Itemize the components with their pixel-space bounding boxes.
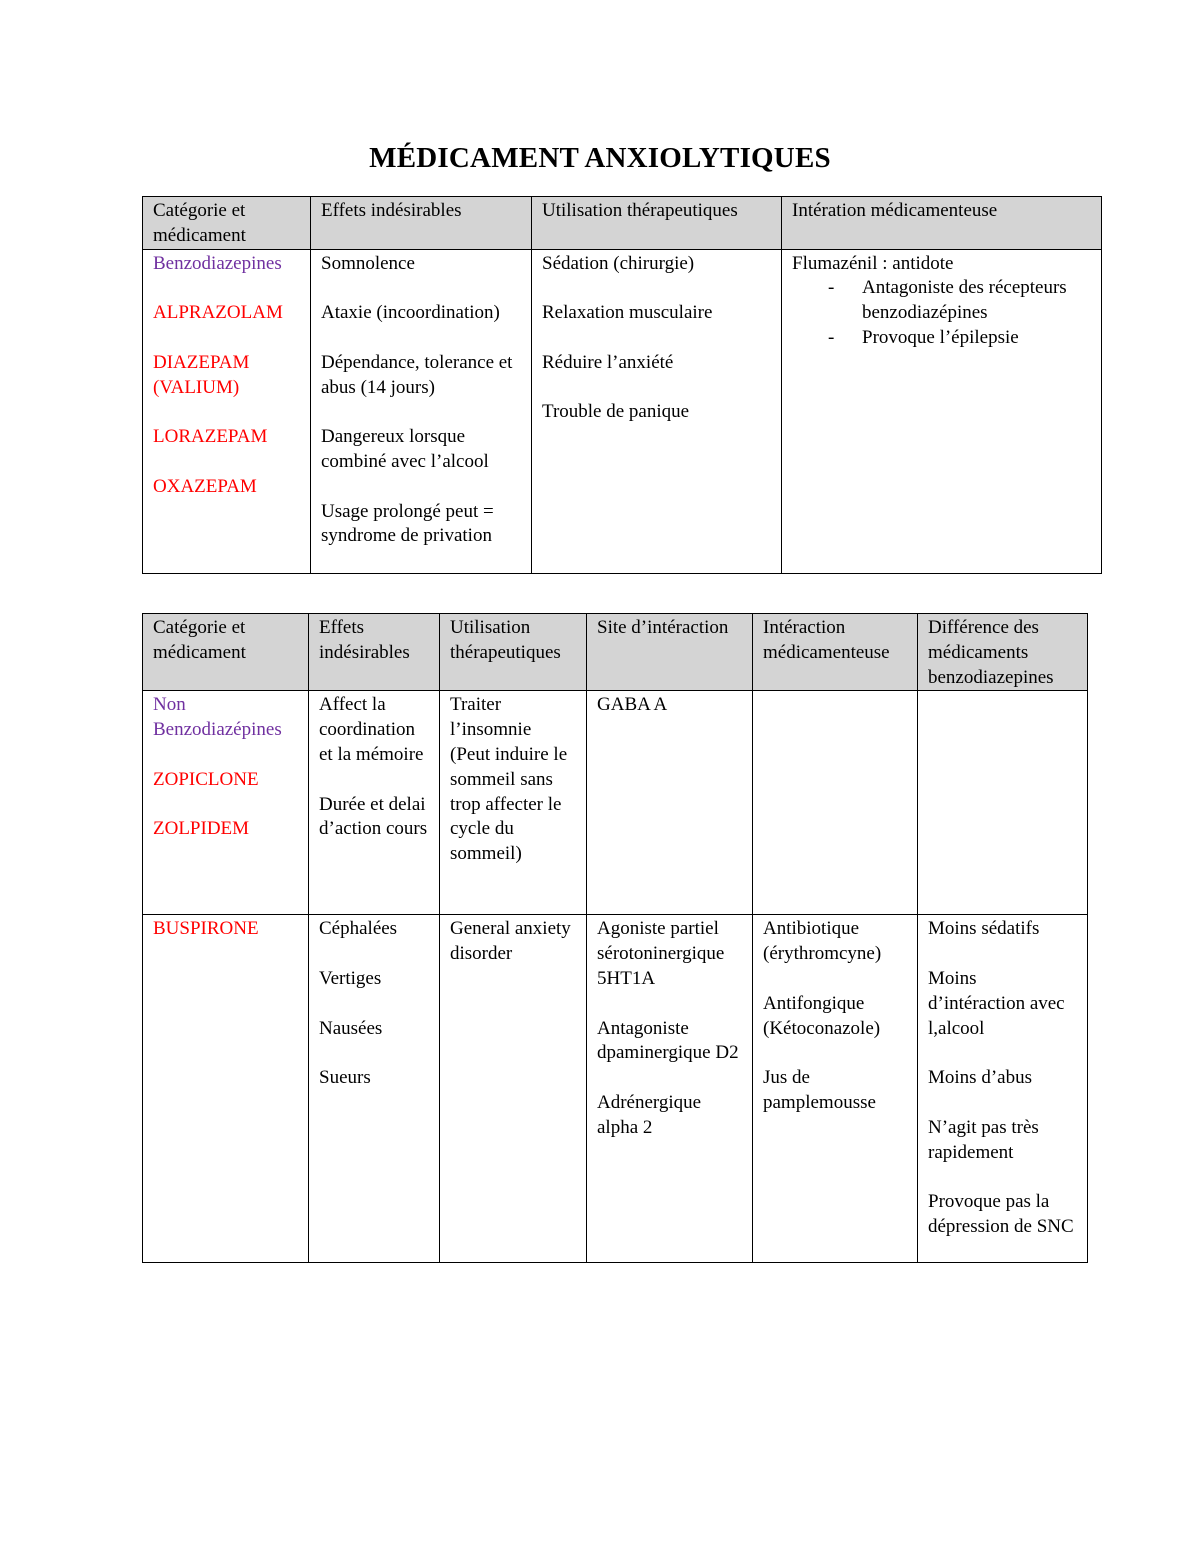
difference-cell: [918, 691, 1088, 915]
interaction-item: Antifongique (Kétoconazole): [763, 992, 881, 1039]
interaction-item: - Provoque l’épilepsie: [862, 326, 1091, 351]
drug-name: DIAZEPAM (VALIUM): [153, 351, 250, 398]
other-anxiolytics-table: [142, 613, 1088, 1263]
category-cell: [143, 249, 311, 573]
effet-item: Dangereux lorsque combiné avec l’alcool: [321, 426, 489, 472]
header-categorie: Catégorie et médicament: [143, 197, 311, 250]
drug-name: ZOPICLONE: [153, 768, 259, 790]
effet-item: Durée et delai d’action cours: [319, 793, 428, 840]
site-item: Antagoniste dpaminergique D2: [597, 1017, 739, 1064]
header-interaction: Intération médicamenteuse: [782, 197, 1102, 250]
header-interaction: Intéraction médicamenteuse: [753, 614, 918, 691]
header-site: Site d’intéraction: [587, 614, 753, 691]
interaction-cell: [753, 691, 918, 915]
site-item: Agoniste partiel sérotoninergique 5HT1A: [597, 918, 725, 989]
utilisation-item: Relaxation musculaire: [542, 302, 713, 324]
header-effets: Effets indésirables: [311, 197, 532, 250]
table-header-row: [143, 197, 1102, 250]
utilisation-item: Sédation (chirurgie): [542, 252, 695, 274]
difference-item: Provoque pas la dépression de SNC: [928, 1191, 1074, 1237]
difference-item: N’agit pas très rapidement: [928, 1116, 1039, 1163]
header-difference: Différence des médicaments benzodiazepines: [918, 614, 1088, 691]
difference-cell: [918, 915, 1088, 1263]
effet-item: Somnolence: [321, 252, 415, 274]
table-row: [143, 249, 1102, 573]
interaction-item: - Antagoniste des récepteurs benzodiazépines: [862, 276, 1091, 326]
effet-item: Usage prolongé peut = syndrome de privation: [321, 500, 494, 547]
effet-item: Affect la coordination et la mémoire: [319, 694, 424, 765]
drug-name: ALPRAZOLAM: [153, 302, 283, 324]
category-label: Benzodiazepines: [153, 252, 282, 274]
site-item: Adrénergique alpha 2: [597, 1091, 702, 1138]
utilisation-cell: [532, 249, 782, 573]
drug-name: BUSPIRONE: [153, 918, 259, 940]
effets-cell: [309, 915, 440, 1263]
table-header-row: [143, 614, 1088, 691]
table-row: [143, 691, 1088, 915]
table-row: [143, 915, 1088, 1263]
difference-item: Moins d’intéraction avec l,alcool: [928, 967, 1065, 1039]
category-label: Non Benzodiazépines: [153, 694, 282, 741]
effet-item: Céphalées: [319, 918, 398, 940]
difference-item: Moins sédatifs: [928, 918, 1040, 940]
site-cell: [587, 915, 753, 1263]
interaction-cell: [753, 915, 918, 1263]
effet-item: Dépendance, tolerance et abus (14 jours): [321, 351, 513, 398]
interaction-cell: [782, 249, 1102, 573]
header-categorie: Catégorie et médicament: [143, 614, 309, 691]
effet-item: Vertiges: [319, 967, 382, 989]
drug-name: LORAZEPAM: [153, 426, 268, 448]
drug-name: ZOLPIDEM: [153, 818, 250, 840]
utilisation-cell: Traiter l’insomnie (Peut induire le sommeil sans trop affecter le cycle du sommeil): [440, 691, 587, 915]
effets-cell: [309, 691, 440, 915]
utilisation-item: Réduire l’anxiété: [542, 351, 674, 373]
drug-name: OXAZEPAM: [153, 475, 257, 497]
interaction-item: Jus de pamplemousse: [763, 1067, 876, 1113]
utilisation-cell: General anxiety disorder: [440, 915, 587, 1263]
site-cell: GABA A: [587, 691, 753, 915]
interaction-item: Antibiotique (érythromcyne): [763, 918, 882, 965]
interaction-intro: Flumazénil : antidote: [792, 252, 954, 274]
category-cell: [143, 691, 309, 915]
utilisation-item: Trouble de panique: [542, 401, 690, 423]
header-effets: Effets indésirables: [309, 614, 440, 691]
page-title: MÉDICAMENT ANXIOLYTIQUES: [369, 142, 831, 174]
effet-item: Nausées: [319, 1017, 383, 1039]
effet-item: Sueurs: [319, 1067, 371, 1089]
category-cell: [143, 915, 309, 1263]
interaction-list: [792, 276, 1091, 350]
header-utilisation: Utilisation thérapeutiques: [440, 614, 587, 691]
effets-cell: [311, 249, 532, 573]
difference-item: Moins d’abus: [928, 1067, 1032, 1089]
header-utilisation: Utilisation thérapeutiques: [532, 197, 782, 250]
benzodiazepines-table: [142, 196, 1102, 574]
effet-item: Ataxie (incoordination): [321, 302, 500, 324]
